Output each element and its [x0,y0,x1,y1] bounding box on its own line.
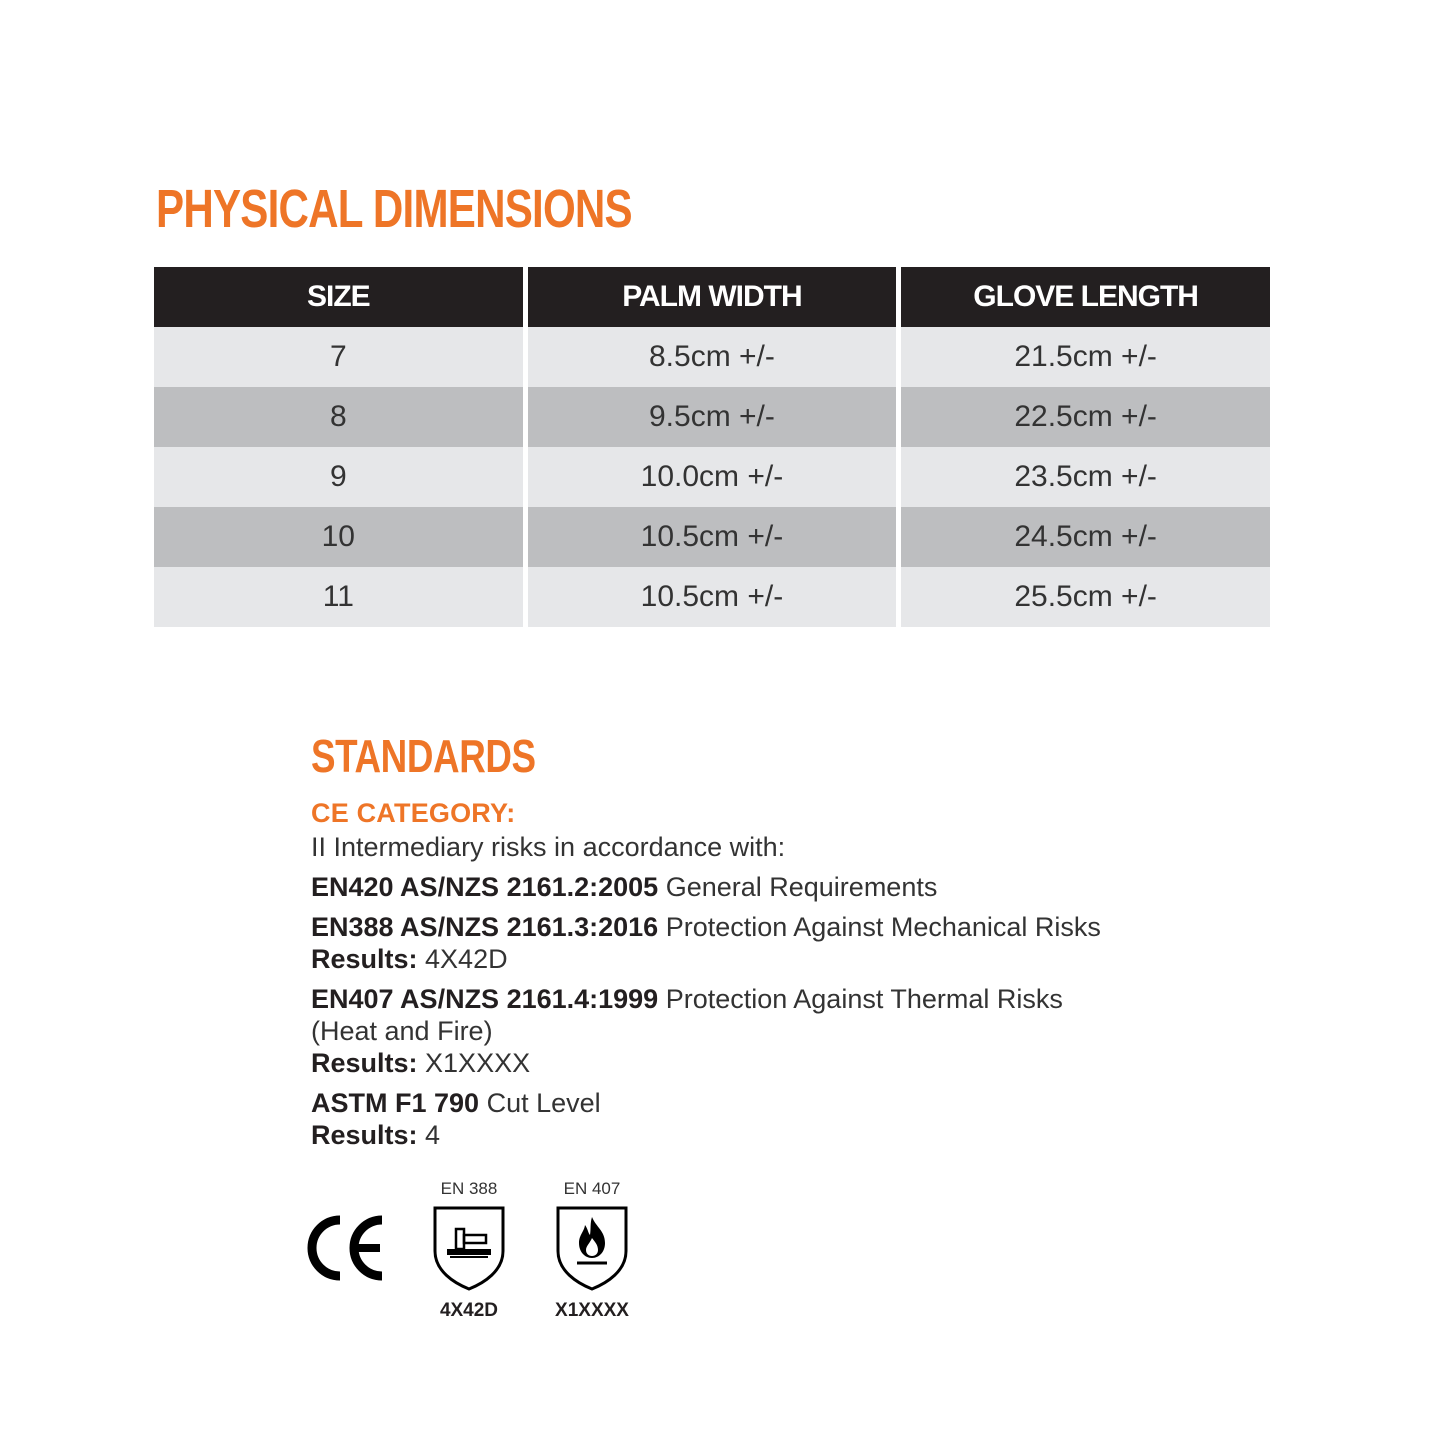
standard-results [311,943,1211,975]
standard-desc: General Requirements [658,872,938,902]
ce-category-text: II Intermediary risks in accordance with: [311,832,786,862]
physical-dimensions-title: PHYSICAL DIMENSIONS [156,179,632,239]
size-cell: 7 [154,327,523,387]
standard-desc: Protection Against Thermal Risks [658,984,1063,1014]
table-row [154,387,1270,447]
ce-mark-icon [306,1212,386,1284]
size-cell: 8 [154,387,523,447]
results-label: Results: [311,1120,418,1150]
standard-astm [311,1087,1211,1119]
standard-desc-continued: (Heat and Fire) [311,1016,493,1046]
standard-code: EN420 AS/NZS 2161.2:2005 [311,872,659,902]
palm-width-cell: 10.0cm +/- [528,447,897,507]
en388-badge [424,1179,514,1323]
palm-width-cell: 9.5cm +/- [528,387,897,447]
size-cell: 10 [154,507,523,567]
table-row [154,327,1270,387]
standard-desc: Protection Against Mechanical Risks [658,912,1101,942]
results-value: 4X42D [417,944,508,974]
table-row [154,567,1270,627]
table-header-row [154,267,1270,327]
glove-length-cell: 22.5cm +/- [901,387,1270,447]
results-value: 4 [417,1120,441,1150]
en388-label: EN 388 [440,1179,498,1198]
table-row [154,447,1270,507]
standard-results [311,1047,1211,1079]
en407-label: EN 407 [563,1179,621,1198]
header-glove-length: GLOVE LENGTH [901,267,1270,327]
standards-list [311,795,1211,1151]
results-label: Results: [311,944,418,974]
standard-en407 [311,983,1211,1015]
en388-result: 4X42D [439,1300,499,1321]
size-cell: 9 [154,447,523,507]
mechanical-risk-shield-icon [432,1205,506,1291]
standard-code: EN407 AS/NZS 2161.4:1999 [311,984,659,1014]
standard-en388 [311,911,1211,943]
glove-length-cell: 23.5cm +/- [901,447,1270,507]
header-palm-width: PALM WIDTH [528,267,897,327]
dimensions-table [149,267,1275,627]
en407-result: X1XXXX [555,1300,629,1321]
standards-title: STANDARDS [311,730,536,782]
standard-results [311,1119,1211,1151]
header-size: SIZE [154,267,523,327]
table-row [154,507,1270,567]
palm-width-cell: 8.5cm +/- [528,327,897,387]
glove-length-cell: 24.5cm +/- [901,507,1270,567]
standard-code: ASTM F1 790 [311,1088,480,1118]
size-cell: 11 [154,567,523,627]
palm-width-cell: 10.5cm +/- [528,567,897,627]
standard-desc: Cut Level [479,1088,601,1118]
results-value: X1XXXX [417,1048,531,1078]
standard-code: EN388 AS/NZS 2161.3:2016 [311,912,659,942]
en407-badge [547,1179,637,1323]
palm-width-cell: 10.5cm +/- [528,507,897,567]
ce-category-label: CE CATEGORY: [311,798,516,828]
glove-length-cell: 25.5cm +/- [901,567,1270,627]
results-label: Results: [311,1048,418,1078]
standard-en420 [311,871,1211,903]
glove-length-cell: 21.5cm +/- [901,327,1270,387]
thermal-risk-shield-icon [555,1205,629,1291]
